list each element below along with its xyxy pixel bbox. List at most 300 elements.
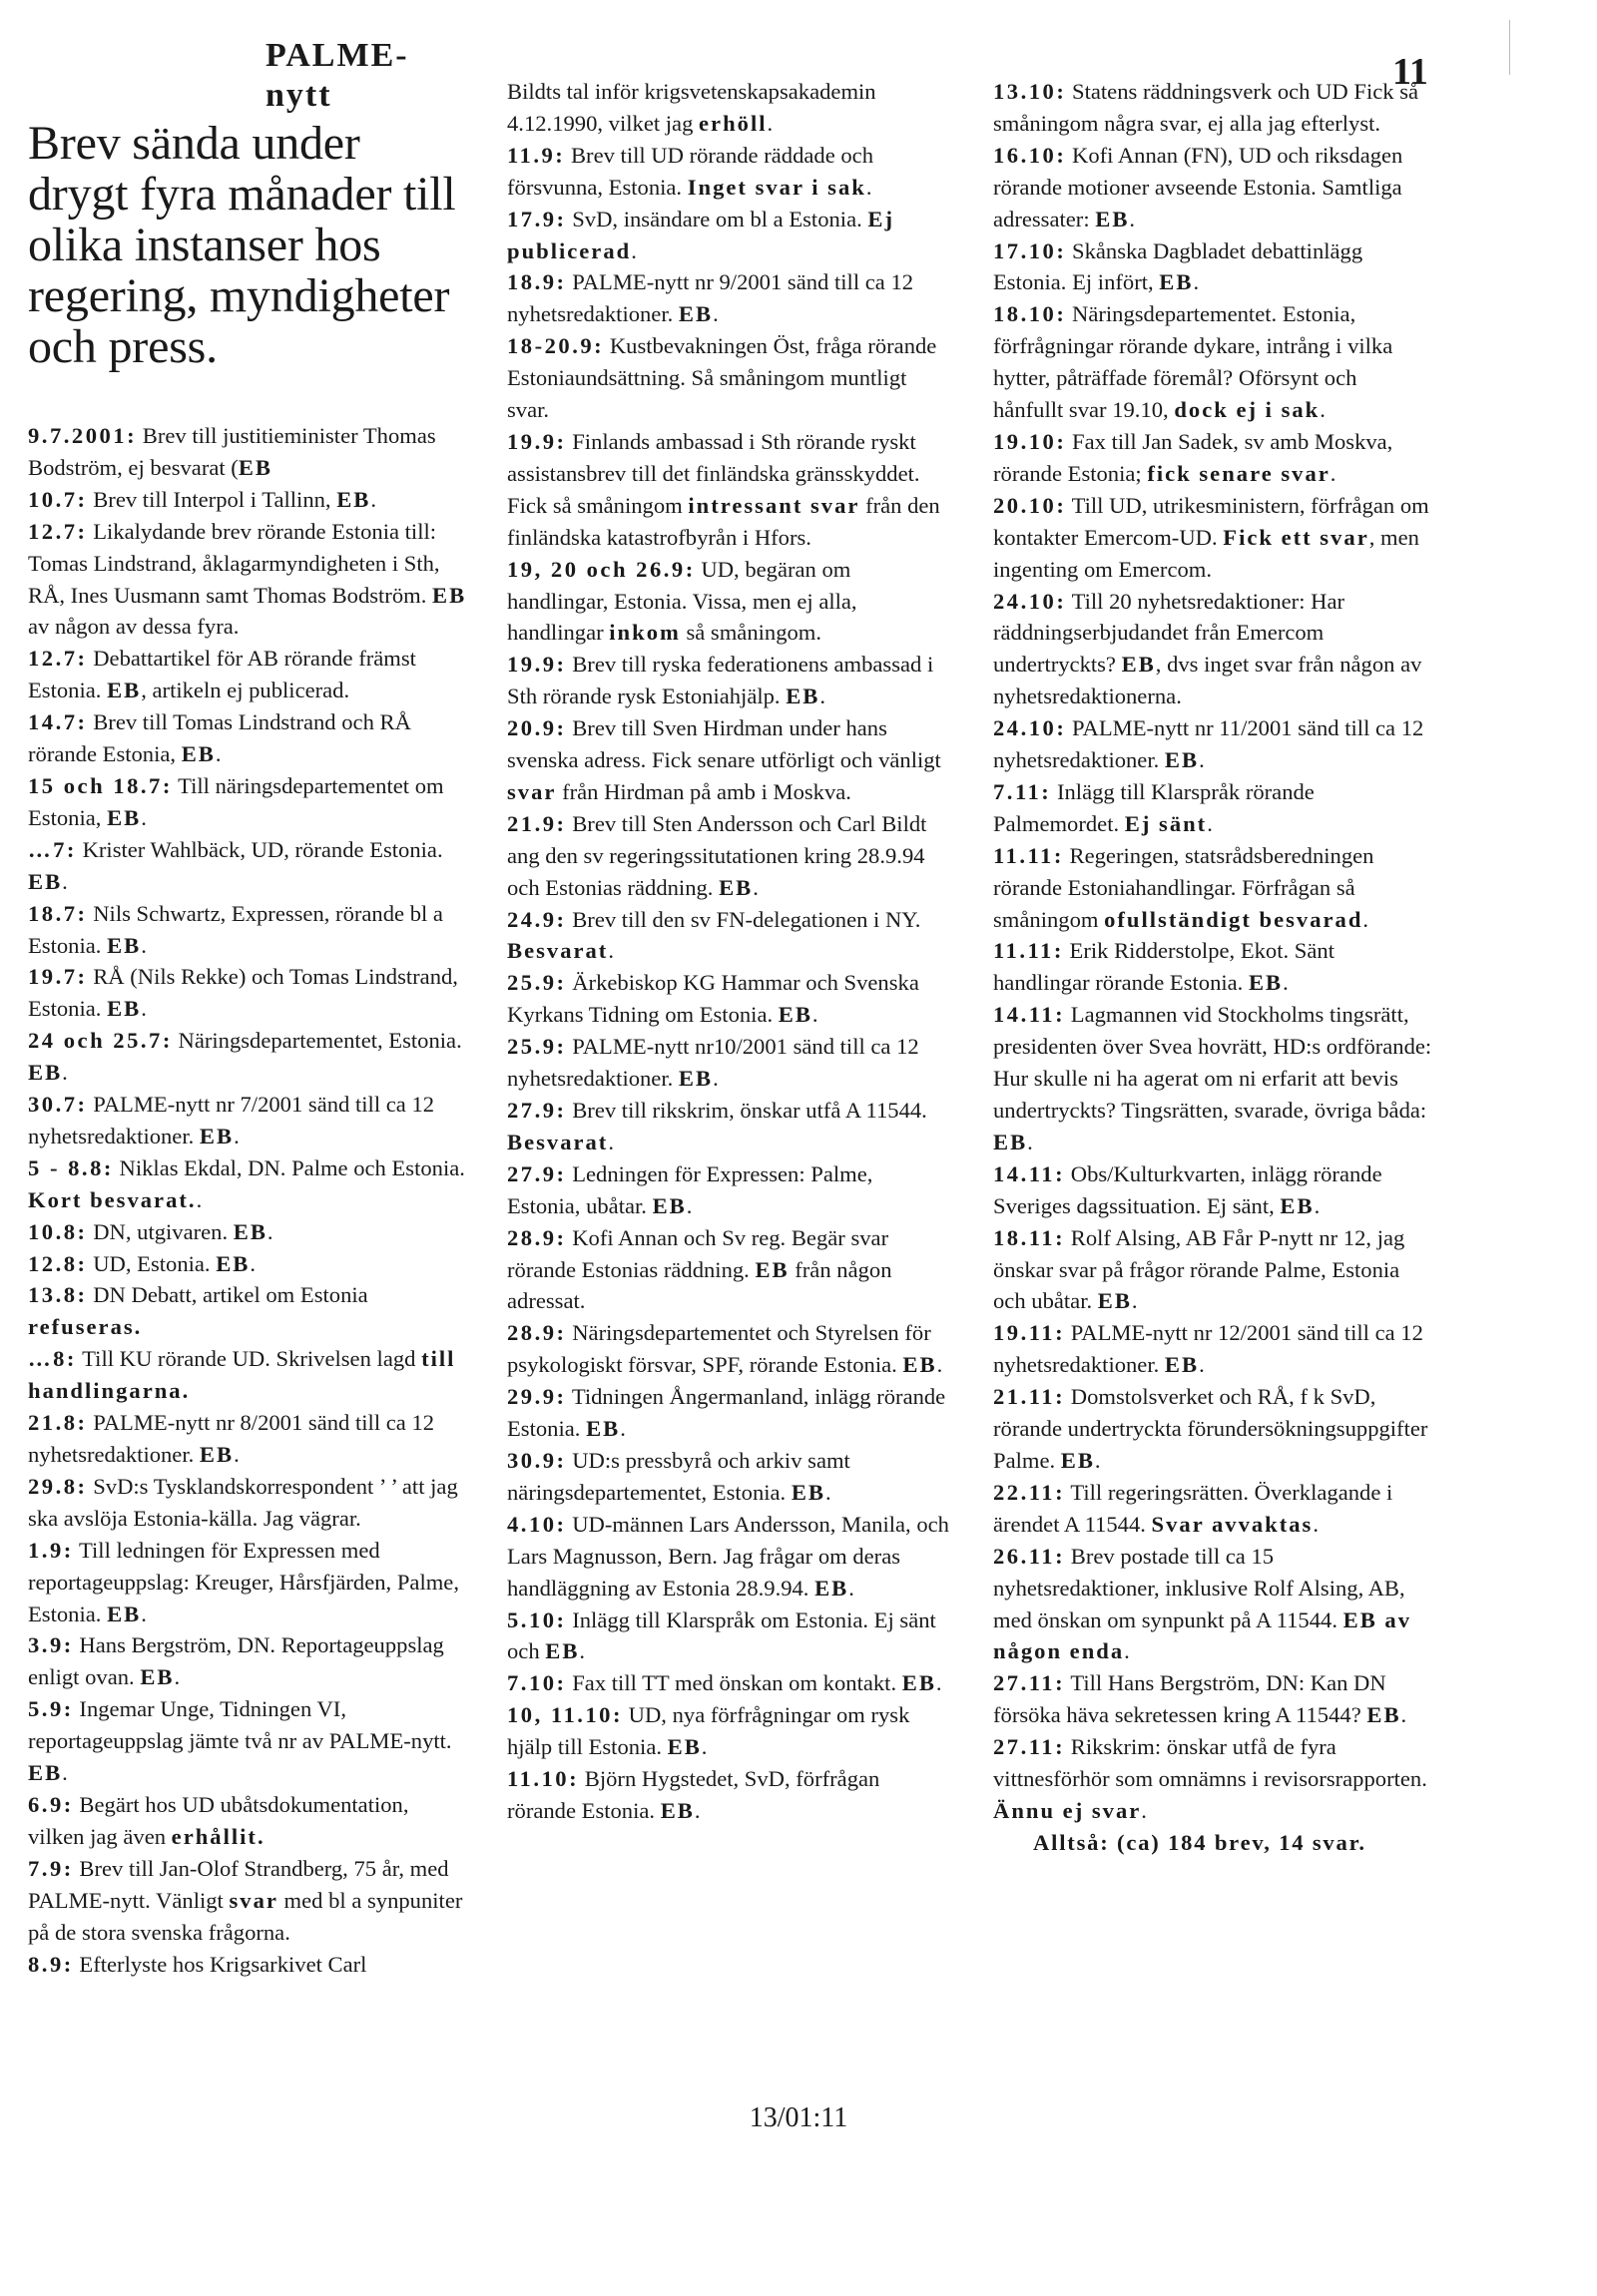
entry-tail: av någon av dessa fyra.: [28, 614, 240, 640]
log-entry: [507, 1158, 951, 1222]
entry-date: 14.7:: [28, 709, 88, 735]
entry-text: Brev till den sv FN-delegationen i NY.: [566, 906, 921, 932]
entry-tail: så småningom.: [680, 620, 822, 646]
entry-tail: från den finländska katastrofbyrån i Hfors.: [507, 492, 940, 550]
entry-date: 6.9:: [28, 1791, 74, 1817]
log-entry: [993, 76, 1432, 140]
entry-text: Ärkebiskop KG Hammar och Svenska Kyrkans Tidning om Estonia.: [507, 970, 919, 1028]
entry-tail: .: [620, 1416, 626, 1442]
entry-text: Till Hans Bergström, DN: Kan DN försöka häva sekretessen kring A 11544?: [993, 1670, 1386, 1728]
log-entry: [507, 1031, 951, 1095]
entry-date: 4.10:: [507, 1511, 567, 1537]
entry-status: Inget svar i sak: [687, 174, 866, 200]
entry-text: Likalydande brev rörande Estonia till: Tomas Lindstrand, åklagarmyndigheten i Sth, RÅ, Ines Uusmann samt Thomas Bodström.: [28, 518, 440, 608]
entry-date: 21.11:: [993, 1384, 1066, 1410]
entry-status: Ej sänt: [1124, 810, 1208, 836]
log-entry: [28, 1025, 467, 1089]
entry-text: Brev till justitieminister Thomas Bodström, ej besvarat (: [28, 423, 436, 480]
entry-tail: .: [1193, 269, 1200, 295]
entry-tail: .: [1313, 1511, 1319, 1537]
entry-text: Brev till Sten Andersson och Carl Bildt ang den sv regeringssitutationen kring 28.9.94 och Estonias räddning.: [507, 810, 927, 900]
entry-tail: .: [631, 237, 637, 263]
entry-date: 12.8:: [28, 1250, 88, 1276]
entry-tail: .: [234, 1442, 240, 1467]
entry-date: 21.9:: [507, 810, 567, 836]
entry-text: Till näringsdepartementet om Estonia,: [28, 772, 444, 830]
entry-tail: med bl a synpuniter på de stora svenska frågorna.: [28, 1887, 463, 1945]
log-entry: [507, 1317, 951, 1381]
entry-date: …7:: [28, 836, 77, 862]
entry-status: ofullständigt besvarad: [1104, 906, 1363, 932]
entry-tail: .: [1131, 1288, 1138, 1314]
log-entry: [993, 140, 1432, 235]
entry-date: 25.9:: [507, 1034, 567, 1060]
entry-tail: från Hirdman på amb i Moskva.: [556, 778, 851, 804]
entry-date: 19, 20 och 26.9:: [507, 556, 696, 582]
log-entry: [993, 1381, 1432, 1477]
entry-status: svar: [507, 778, 557, 804]
entry-text: Inlägg till Klarspråk om Estonia. Ej sänt och: [507, 1607, 936, 1664]
entry-status: EB: [660, 1797, 695, 1823]
entry-date: 27.9:: [507, 1098, 567, 1123]
entry-tail: .: [713, 301, 719, 327]
entries-left: [28, 420, 467, 1980]
entry-tail: .: [62, 1060, 68, 1086]
entry-tail: .: [62, 868, 68, 894]
entry-text: UD:s pressbyrå och arkiv samt näringsdepartementet, Estonia.: [507, 1447, 850, 1505]
entry-tail: , artikeln ej publicerad.: [141, 678, 350, 703]
entry-date: 19.9:: [507, 428, 567, 454]
entry-text: Kofi Annan och Sv reg. Begär svar rörande Estonias räddning.: [507, 1224, 889, 1282]
entry-text: Björn Hygstedet, SvD, förfrågan rörande Estonia.: [507, 1766, 880, 1823]
entry-status: EB: [181, 741, 216, 767]
entry-date: 1.9:: [28, 1537, 74, 1563]
entry-text: Brev till Tomas Lindstrand och RÅ rörande Estonia,: [28, 709, 411, 767]
entry-text: Efterlyste hos Krigsarkivet Carl: [73, 1951, 367, 1977]
kicker: PALME-nytt: [266, 37, 409, 114]
entry-status: EB: [432, 582, 467, 608]
entry-date: 20.9:: [507, 715, 567, 741]
entry-date: 12.7:: [28, 518, 88, 544]
log-entry: [507, 330, 951, 426]
entry-tail: .: [250, 1250, 257, 1276]
entry-date: 21.8:: [28, 1410, 88, 1436]
entry-text: Till ledningen för Expressen med reportageuppslag: Kreuger, Hårsfjärden, Palme, Estonia.: [28, 1537, 459, 1626]
log-entry: [28, 1407, 467, 1471]
entry-status: EB: [586, 1416, 621, 1442]
entry-date: 13.10:: [993, 79, 1067, 104]
entry-date: 19.9:: [507, 652, 567, 678]
log-entry: [507, 76, 951, 140]
entry-tail: .: [141, 804, 147, 830]
entry-text: Näringsdepartementet, Estonia.: [172, 1028, 462, 1054]
log-entry: [507, 808, 951, 904]
entry-date: 28.9:: [507, 1224, 567, 1250]
log-entry: [507, 904, 951, 968]
entry-tail: .: [608, 938, 614, 964]
log-entry: [28, 961, 467, 1025]
entry-status: Besvarat: [507, 938, 609, 964]
entry-tail: .: [848, 1575, 854, 1601]
entry-tail: .: [174, 1664, 181, 1690]
entry-status: EB: [1366, 1702, 1401, 1728]
entry-text: Rolf Alsing, AB Får P-nytt nr 12, jag önskar svar på frågor rörande Palme, Estonia och ubåtar.: [993, 1224, 1405, 1314]
entry-date: 18.11:: [993, 1224, 1066, 1250]
entry-text: SvD:s Tysklandskorrespondent ’ ’ att jag ska avslöja Estonia-källa. Jag vägrar.: [28, 1473, 458, 1531]
entry-status: erhöll: [699, 110, 768, 136]
entry-date: 8.9:: [28, 1951, 74, 1977]
entry-tail: .: [579, 1638, 586, 1664]
entry-tail: .: [767, 110, 774, 136]
entry-date: 5.9:: [28, 1696, 74, 1722]
entry-tail: .: [234, 1123, 240, 1148]
log-entry: [993, 1222, 1432, 1318]
entry-date: 17.10:: [993, 237, 1067, 263]
log-entry: [993, 935, 1432, 999]
log-entry: [28, 898, 467, 962]
entry-status: EB: [902, 1352, 937, 1378]
entry-status: fick senare svar: [1147, 460, 1331, 486]
log-entry: [28, 770, 467, 834]
entry-text: Ledningen för Expressen: Palme, Estonia, ubåtar.: [507, 1160, 873, 1218]
entry-status: EB: [993, 1129, 1028, 1154]
log-entry: [28, 1535, 467, 1630]
entry-date: 5.10:: [507, 1607, 567, 1632]
log-entry: [993, 840, 1432, 936]
entry-date: 24.10:: [993, 715, 1067, 741]
entry-text: UD, nya förfrågningar om rysk hjälp till Estonia.: [507, 1702, 910, 1760]
entry-status: Kort besvarat.: [28, 1186, 197, 1212]
entry-tail: .: [62, 1760, 68, 1786]
entry-text: Obs/Kulturkvarten, inlägg rörande Sveriges dagssituation. Ej sänt,: [993, 1160, 1382, 1218]
entry-status: EB: [545, 1638, 580, 1664]
log-entry: [993, 999, 1432, 1158]
entry-text: UD, begäran om handlingar, Estonia. Vissa, men ej alla, handlingar: [507, 556, 857, 646]
entry-date: 19.7:: [28, 964, 88, 990]
entry-status: EB: [1095, 206, 1130, 231]
entry-date: 12.7:: [28, 646, 88, 672]
entry-tail: .: [1129, 206, 1136, 231]
entry-date: 16.10:: [993, 142, 1067, 168]
entry-tail: .: [865, 174, 872, 200]
entry-text: Brev till ryska federationens ambassad i Sth rörande rysk Estoniahjälp.: [507, 652, 934, 709]
entry-text: Bildts tal inför krigsvetenskapsakademin 4.12.1990, vilket jag: [507, 79, 876, 136]
entry-text: RÅ (Nils Rekke) och Tomas Lindstrand, Estonia.: [28, 964, 458, 1022]
entry-tail: .: [936, 1352, 943, 1378]
entry-text: PALME-nytt nr 7/2001 sänd till ca 12 nyhetsredaktioner.: [28, 1092, 435, 1148]
entry-date: 11.11:: [993, 938, 1064, 964]
log-entry: [507, 1381, 951, 1445]
entry-date: 11.10:: [507, 1766, 580, 1792]
entry-status: EB: [28, 1760, 63, 1786]
entry-tail: .: [1330, 460, 1336, 486]
entry-text: Rikskrim: önskar utfå de fyra vittnesförhör som omnämns i revisorsrapporten.: [993, 1734, 1427, 1792]
log-entry: [993, 712, 1432, 776]
column-right: [993, 0, 1432, 1859]
entry-text: Näringsdepartementet. Estonia, förfrågningar rörande dykare, intrång i vilka hytter, påträffade föremål? Oförsynt och hånfullt svar 19.10,: [993, 301, 1393, 423]
entry-status: EB: [652, 1192, 687, 1218]
entry-text: Finlands ambassad i Sth rörande ryskt assistansbrev till det finländska gränsskyddet. Fick så småningom: [507, 428, 920, 518]
log-entry: [28, 1216, 467, 1248]
log-entry: [507, 1605, 951, 1668]
entry-status: erhållit.: [171, 1823, 266, 1849]
entry-status: till handlingarna.: [28, 1346, 456, 1404]
entry-status: EB: [1248, 970, 1284, 996]
log-entry: [993, 1158, 1432, 1222]
log-entry: [28, 1279, 467, 1343]
entry-text: Brev till Jan-Olof Strandberg, 75 år, med PALME-nytt. Vänligt: [28, 1855, 449, 1913]
entry-tail: .: [713, 1066, 719, 1092]
entry-status: EB: [216, 1250, 251, 1276]
entry-tail: .: [1283, 970, 1289, 996]
entry-tail: .: [701, 1734, 708, 1760]
summary-line: Alltså: (ca) 184 brev, 14 svar.: [1033, 1829, 1366, 1855]
entry-date: 5 - 8.8:: [28, 1154, 114, 1180]
log-entry: [993, 1731, 1432, 1827]
entry-text: UD-männen Lars Andersson, Manila, och Lars Magnusson, Bern. Jag frågar om deras handläggning av Estonia 28.9.94.: [507, 1511, 949, 1601]
entry-date: 24.9:: [507, 906, 567, 932]
entry-date: 27.11:: [993, 1670, 1066, 1696]
log-entry: [507, 1699, 951, 1763]
entry-date: 20.10:: [993, 492, 1067, 518]
entry-date: 9.7.2001:: [28, 423, 138, 448]
log-entry: [993, 776, 1432, 840]
log-entry: [993, 298, 1432, 426]
entry-status: EB: [28, 1060, 63, 1086]
entry-tail: .: [824, 1479, 831, 1505]
entry-text: Brev till rikskrim, önskar utfå A 11544.: [566, 1098, 927, 1123]
entry-date: 14.11:: [993, 1002, 1066, 1028]
entry-tail: från någon adressat.: [507, 1256, 892, 1314]
entry-tail: .: [608, 1129, 614, 1154]
entry-text: Erik Ridderstolpe, Ekot. Sänt handlingar rörande Estonia.: [993, 938, 1334, 996]
entry-tail: .: [1124, 1638, 1130, 1664]
log-entry: [28, 1471, 467, 1535]
issue-footer: 13/01:11: [749, 2102, 848, 2133]
entry-tail: .: [196, 1186, 203, 1212]
entry-tail: .: [266, 1218, 273, 1244]
log-entry: [507, 204, 951, 267]
entry-date: 13.8:: [28, 1282, 88, 1308]
entry-text: Brev postade till ca 15 nyhetsredaktioner, inklusive Rolf Alsing, AB, med önskan om synpunkt på A 11544.: [993, 1543, 1405, 1632]
log-entry: [28, 643, 467, 706]
entry-status: EB: [233, 1218, 267, 1244]
entry-date: 7.9:: [28, 1855, 74, 1881]
article-header: [28, 36, 467, 372]
entry-text: PALME-nytt nr 11/2001 sänd till ca 12 nyhetsredaktioner.: [993, 715, 1424, 773]
entry-status: Svar avvaktas: [1151, 1511, 1314, 1537]
entry-date: 15 och 18.7:: [28, 772, 173, 798]
entry-text: Fax till Jan Sadek, sv amb Moskva, rörande Estonia;: [993, 428, 1393, 486]
entry-status: EB: [1097, 1288, 1132, 1314]
entry-status: EB: [199, 1123, 235, 1148]
log-entry: [507, 1763, 951, 1827]
entry-date: 27.9:: [507, 1160, 567, 1186]
log-entry: [993, 586, 1432, 713]
entry-date: 7.10:: [507, 1670, 567, 1696]
log-entry: [993, 1477, 1432, 1541]
entry-date: 14.11:: [993, 1160, 1066, 1186]
entry-text: UD, Estonia.: [87, 1250, 217, 1276]
entry-status: EB: [199, 1442, 235, 1467]
entry-status: EB: [791, 1479, 825, 1505]
log-entry: [507, 649, 951, 712]
entry-date: 10, 11.10:: [507, 1702, 624, 1728]
entry-status: EB: [140, 1664, 175, 1690]
log-entry: [993, 426, 1432, 490]
log-entry: [28, 834, 467, 898]
entry-text: Debattartikel för AB rörande främst Estonia.: [28, 646, 416, 703]
log-entry: [507, 1667, 951, 1699]
entries-right: [993, 76, 1432, 1827]
entry-status: EB: [1060, 1447, 1095, 1473]
log-entry: [507, 1095, 951, 1158]
entry-date: 30.7:: [28, 1092, 88, 1118]
entry-status: EB: [778, 1002, 812, 1028]
log-entry: [28, 1343, 467, 1407]
log-entry: [28, 706, 467, 770]
entry-status: EB: [107, 678, 142, 703]
entry-status: EB: [786, 684, 820, 709]
log-entry: [507, 554, 951, 650]
entry-text: Tidningen Ångermanland, inlägg rörande Estonia.: [507, 1384, 946, 1442]
log-entry: [507, 712, 951, 808]
entry-date: 19.10:: [993, 428, 1067, 454]
entry-status: EB: [1121, 652, 1156, 678]
entry-tail: .: [694, 1797, 701, 1823]
entry-text: Domstolsverket och RÅ, f k SvD, rörande undertryckta förundersökningsuppgifter Palme.: [993, 1384, 1428, 1473]
entry-status: Besvarat: [507, 1129, 609, 1154]
entry-text: Regeringen, statsrådsberedningen rörande Estoniahandlingar. Förfrågan så småningom: [993, 842, 1374, 932]
log-entry: [993, 1667, 1432, 1731]
entry-status: EB: [107, 996, 142, 1022]
log-entry: [28, 484, 467, 516]
entry-text: Brev till Interpol i Tallinn,: [87, 486, 337, 512]
entry-text: PALME-nytt nr 9/2001 sänd till ca 12 nyhetsredaktioner.: [507, 269, 914, 327]
entry-status: EB: [107, 932, 142, 958]
log-entry: [993, 1541, 1432, 1668]
log-entry: [993, 490, 1432, 586]
entry-tail: .: [1400, 1702, 1407, 1728]
entry-tail: .: [686, 1192, 693, 1218]
entry-status: EB: [28, 868, 63, 894]
entry-tail: .: [819, 684, 826, 709]
entry-text: Nils Schwartz, Expressen, rörande bl a Estonia.: [28, 900, 443, 958]
entry-date: 29.8:: [28, 1473, 88, 1499]
log-entry: [507, 140, 951, 204]
entry-date: 10.8:: [28, 1218, 88, 1244]
entry-text: Kustbevakningen Öst, fråga rörande Estoniaundsättning. Så småningom muntligt svar.: [507, 333, 937, 423]
column-left: [28, 0, 467, 1980]
entry-tail: , dvs inget svar från någon av nyhetsredaktionerna.: [993, 652, 1422, 709]
entry-date: …8:: [28, 1346, 77, 1372]
entry-status: EB: [1164, 747, 1200, 773]
entry-text: Lagmannen vid Stockholms tingsrätt, presidenten över Svea hovrätt, HD:s ordförande: Hur skulle ni ha agerat om ni erfarit att bevis undertryckts? Tingsrätten, svarade, övriga båda:: [993, 1002, 1432, 1123]
entry-date: 18.7:: [28, 900, 88, 926]
log-entry: [28, 1089, 467, 1152]
entry-date: 11.11:: [993, 842, 1064, 868]
entry-date: 28.9:: [507, 1320, 567, 1346]
entry-date: 30.9:: [507, 1447, 567, 1473]
entry-tail: .: [1199, 747, 1205, 773]
entry-tail: .: [935, 1670, 942, 1696]
entry-date: 22.11:: [993, 1479, 1066, 1505]
entry-tail: .: [811, 1002, 818, 1028]
entry-text: Begärt hos UD ubåtsdokumentation, vilken jag även: [28, 1791, 409, 1849]
entry-text: Näringsdepartementet och Styrelsen för psykologiskt försvar, SPF, rörande Estonia.: [507, 1320, 931, 1378]
log-entry: [28, 1629, 467, 1693]
entry-status: EB: [107, 1601, 142, 1626]
entry-text: Brev till Sven Hirdman under hans svenska adress. Fick senare utförligt och vänligt: [507, 715, 941, 773]
entry-tail: .: [215, 741, 222, 767]
entry-tail: .: [141, 932, 147, 958]
entry-text: Kofi Annan (FN), UD och riksdagen rörande motioner avseende Estonia. Samtliga adressater:: [993, 142, 1403, 231]
entry-status: EB: [1280, 1192, 1315, 1218]
entry-status: EB: [667, 1734, 702, 1760]
entry-date: 24.10:: [993, 588, 1067, 614]
entry-tail: .: [753, 874, 759, 900]
entry-date: 11.9:: [507, 142, 566, 168]
entry-text: Brev till UD rörande räddade och försvunna, Estonia.: [507, 142, 873, 200]
entry-status: inkom: [609, 620, 681, 646]
entry-tail: .: [1141, 1797, 1147, 1823]
entry-status: EB: [678, 1066, 714, 1092]
entry-status: refuseras.: [28, 1314, 143, 1340]
entry-status: EB av någon enda: [993, 1607, 1412, 1664]
entry-date: 7.11:: [993, 778, 1052, 804]
entry-text: DN, utgivaren.: [87, 1218, 234, 1244]
entry-text: Till 20 nyhetsredaktioner: Har räddningserbjudandet från Emercom undertryckts?: [993, 588, 1345, 678]
log-entry: [28, 420, 467, 484]
entry-text: Hans Bergström, DN. Reportageuppslag enligt ovan.: [28, 1632, 444, 1690]
entry-tail: .: [1320, 397, 1326, 423]
entry-status: EB: [1164, 1352, 1200, 1378]
entry-status: EB: [1159, 269, 1194, 295]
log-entry: [28, 516, 467, 644]
entry-tail: .: [1362, 906, 1369, 932]
entry-text: PALME-nytt nr10/2001 sänd till ca 12 nyhetsredaktioner.: [507, 1034, 919, 1092]
log-entry: [507, 967, 951, 1031]
entry-date: 18-20.9:: [507, 333, 605, 359]
entry-status: EB: [238, 454, 272, 480]
log-entry: [507, 1509, 951, 1605]
entry-status: svar: [229, 1887, 278, 1913]
log-entry: [28, 1248, 467, 1280]
entry-status: Fick ett svar: [1223, 524, 1369, 550]
entry-text: SvD, insändare om bl a Estonia.: [566, 206, 868, 231]
entry-tail: .: [1094, 1447, 1101, 1473]
entry-status: EB: [107, 804, 142, 830]
log-entry: [993, 1317, 1432, 1381]
entry-status: intressant svar: [688, 492, 860, 518]
entry-status: EB: [336, 486, 371, 512]
entry-tail: .: [1027, 1129, 1033, 1154]
entry-tail: , men ingenting om Emercom.: [993, 524, 1419, 582]
entry-date: 27.11:: [993, 1734, 1066, 1760]
log-entry: [28, 1949, 467, 1981]
entry-tail: .: [370, 486, 377, 512]
log-entry: [28, 1789, 467, 1853]
entry-date: 25.9:: [507, 970, 567, 996]
entry-status: Ej publicerad: [507, 206, 894, 263]
entry-tail: .: [141, 1601, 147, 1626]
entry-date: 17.9:: [507, 206, 567, 231]
log-entry: [507, 266, 951, 330]
entry-date: 29.9:: [507, 1384, 567, 1410]
entry-date: 18.10:: [993, 301, 1067, 327]
entry-text: Niklas Ekdal, DN. Palme och Estonia.: [113, 1154, 465, 1180]
entry-tail: .: [141, 996, 147, 1022]
